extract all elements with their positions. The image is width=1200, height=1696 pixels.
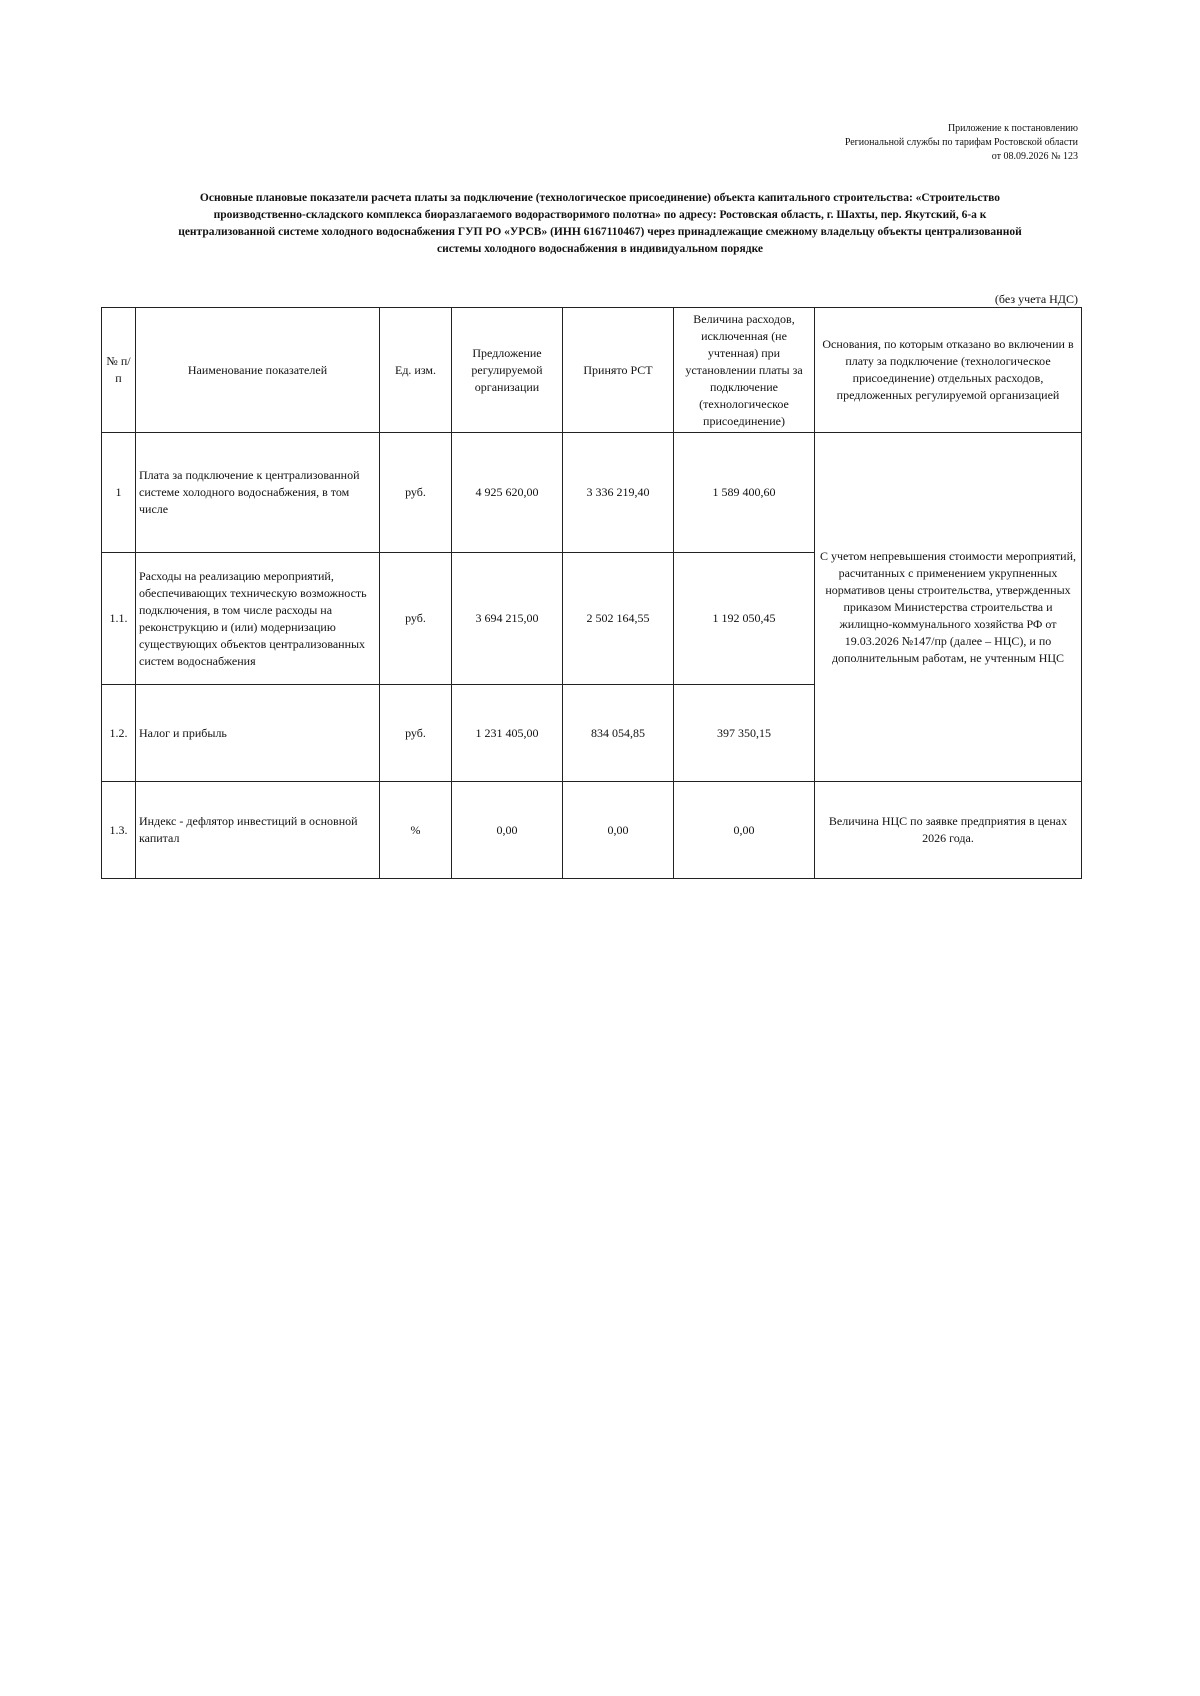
appendix-line: от 08.09.2026 № 123 [991,151,1078,162]
row-proposal: 1 231 405,00 [452,685,563,782]
row-excluded: 0,00 [674,782,815,879]
col-header-number: № п/п [102,308,136,433]
row-name: Плата за подключение к централизованной системе холодного водоснабжения, в том числе [136,433,380,553]
row-accepted: 834 054,85 [563,685,674,782]
col-header-excluded: Величина расходов, исключенная (не учтенная) при установлении платы за подключение (технологическое присоединение) [674,308,815,433]
row-name: Расходы на реализацию мероприятий, обеспечивающих техническую возможность подключения, в том числе расходы на реконструкцию и (или) модернизацию существующих объектов централизованных систем водоснабжения [136,553,380,685]
row-unit: % [380,782,452,879]
row-proposal: 4 925 620,00 [452,433,563,553]
col-header-name: Наименование показателей [136,308,380,433]
vat-note: (без учета НДС) [994,292,1078,306]
appendix-line: Региональной службы по тарифам Ростовской области [844,137,1078,148]
row-unit: руб. [380,685,452,782]
title-line: производственно-складского комплекса биоразлагаемого водорастворимого полотна» по адресу: Ростовская область, г. Шахты, пер. Якутский, 6-а к [213,209,987,221]
table-row [102,782,1082,879]
row-accepted: 2 502 164,55 [563,553,674,685]
col-header-accepted: Принято РСТ [563,308,674,433]
indicators-table [101,307,1082,879]
row-excluded: 397 350,15 [674,685,815,782]
row-excluded: 1 192 050,45 [674,553,815,685]
row-basis: Величина НЦС по заявке предприятия в ценах 2026 года. [815,782,1082,879]
row-accepted: 3 336 219,40 [563,433,674,553]
row-unit: руб. [380,553,452,685]
row-proposal: 3 694 215,00 [452,553,563,685]
col-header-unit: Ед. изм. [380,308,452,433]
row-number: 1.1. [102,553,136,685]
row-unit: руб. [380,433,452,553]
row-name: Индекс - дефлятор инвестиций в основной капитал [136,782,380,879]
row-name: Налог и прибыль [136,685,380,782]
row-number: 1.2. [102,685,136,782]
table-header-row [102,308,1082,433]
appendix-reference [658,122,1078,164]
row-number: 1.3. [102,782,136,879]
document-title [100,190,1100,258]
row-number: 1 [102,433,136,553]
title-line: Основные плановые показатели расчета платы за подключение (технологическое присоединение) объекта капитального строительства: «Строительство [199,192,1001,204]
table-row [102,433,1082,553]
row-excluded: 1 589 400,60 [674,433,815,553]
row-basis-merged: С учетом непревышения стоимости мероприятий, расчитанных с применением укрупненных нормативов цены строительства, утвержденных приказом Министерства строительства и жилищно-коммунального хозяйства РФ от 19.03.2026 №147/пр (далее – НЦС), и по дополнительным работам, не учтенным НЦС [815,433,1082,782]
row-accepted: 0,00 [563,782,674,879]
row-proposal: 0,00 [452,782,563,879]
col-header-basis: Основания, по которым отказано во включении в плату за подключение (технологическое присоединение) отдельных расходов, предложенных регулируемой организацией [815,308,1082,433]
appendix-line: Приложение к постановлению [947,123,1078,134]
title-line: централизованной системе холодного водоснабжения ГУП РО «УРСВ» (ИНН 6167110467) через принадлежащие смежному владельцу объекты централизованной [178,226,1022,238]
col-header-proposal: Предложение регулируемой организации [452,308,563,433]
title-line: системы холодного водоснабжения в индивидуальном порядке [436,243,764,255]
